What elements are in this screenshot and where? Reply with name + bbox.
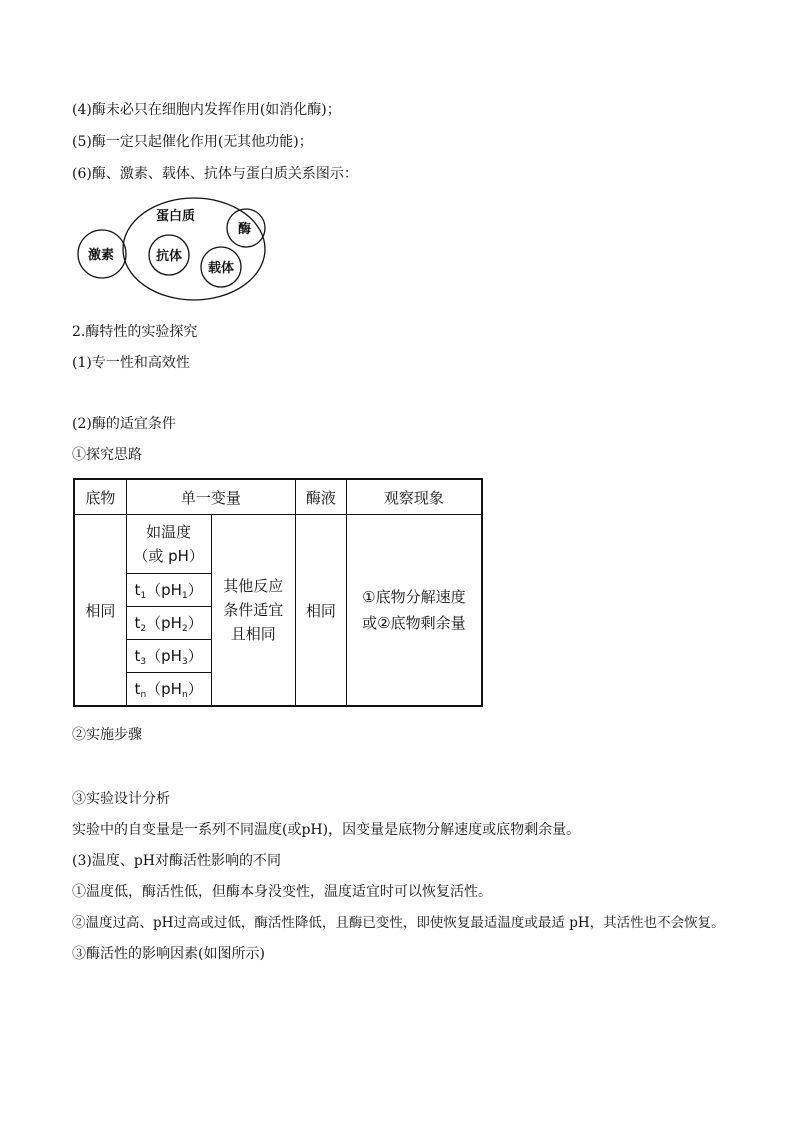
step-3-heading: ③实验设计分析: [72, 791, 170, 807]
antibody-label: 抗体: [156, 249, 183, 264]
observe-cell: [346, 515, 482, 707]
header-observe: 观察现象: [346, 479, 482, 515]
header-variable: 单一变量: [126, 479, 295, 515]
section2-title: 2.酶特性的实验探究: [72, 324, 198, 340]
hormone-label: 激素: [88, 248, 115, 263]
carrier-label: 载体: [208, 261, 235, 276]
section2-sub1: (1)专一性和高效性: [72, 355, 190, 371]
section3-title: (3)温度、pH对酶活性影响的不同: [72, 853, 282, 869]
protein-label: 蛋白质: [156, 209, 196, 224]
enzyme-label: 酶: [238, 222, 252, 237]
section3-p2: ②温度过高、pH过高或过低，酶活性降低，且酶已变性，即使恢复最适温度或最适 pH，其活性也不会恢复。: [72, 915, 725, 931]
experiment-table: [73, 478, 483, 707]
header-substrate: 底物: [74, 479, 126, 515]
header-enzyme: 酶液: [296, 479, 347, 515]
observe-line1: ①底物分解速度: [362, 588, 466, 606]
other-conditions-cell: [211, 515, 296, 707]
point-6: (6)酶、激素、载体、抗体与蛋白质关系图示：: [72, 166, 358, 182]
enzyme-cell: 相同: [296, 515, 347, 707]
variable-intro: [126, 515, 211, 574]
level-row: $t_2(pH_2)$: [126, 607, 211, 640]
observe-line2: 或②底物剩余量: [362, 614, 466, 632]
variable-intro-line1: 如温度: [146, 523, 192, 541]
level-row: $t_n(pH_n)$: [126, 673, 211, 707]
step-2-heading: ②实施步骤: [72, 727, 142, 743]
point-4: (4)酶未必只在细胞内发挥作用(如消化酶)；: [72, 102, 341, 118]
level-row: $t_1(pH_1)$: [126, 574, 211, 607]
section3-p1: ①温度低，酶活性低，但酶本身没变性，温度适宜时可以恢复活性。: [72, 884, 492, 900]
point-5: (5)酶一定只起催化作用(无其他功能)；: [72, 134, 313, 150]
section3-p3: ③酶活性的影响因素(如图所示): [72, 946, 265, 962]
analysis-text: 实验中的自变量是一系列不同温度(或pH)，因变量是底物分解速度或底物剩余量。: [72, 822, 581, 838]
other-line3: 且相同: [230, 625, 276, 643]
section2-sub2: (2)酶的适宜条件: [72, 416, 176, 432]
other-line2: 条件适宜: [223, 601, 284, 619]
level-row: $t_3(pH_3)$: [126, 640, 211, 673]
step-1-heading: ①探究思路: [72, 447, 142, 463]
other-line1: 其他反应: [223, 577, 284, 595]
substrate-cell: 相同: [74, 515, 126, 707]
variable-intro-line2: （或 pH）: [133, 547, 204, 565]
protein-relationship-diagram: [72, 192, 282, 308]
